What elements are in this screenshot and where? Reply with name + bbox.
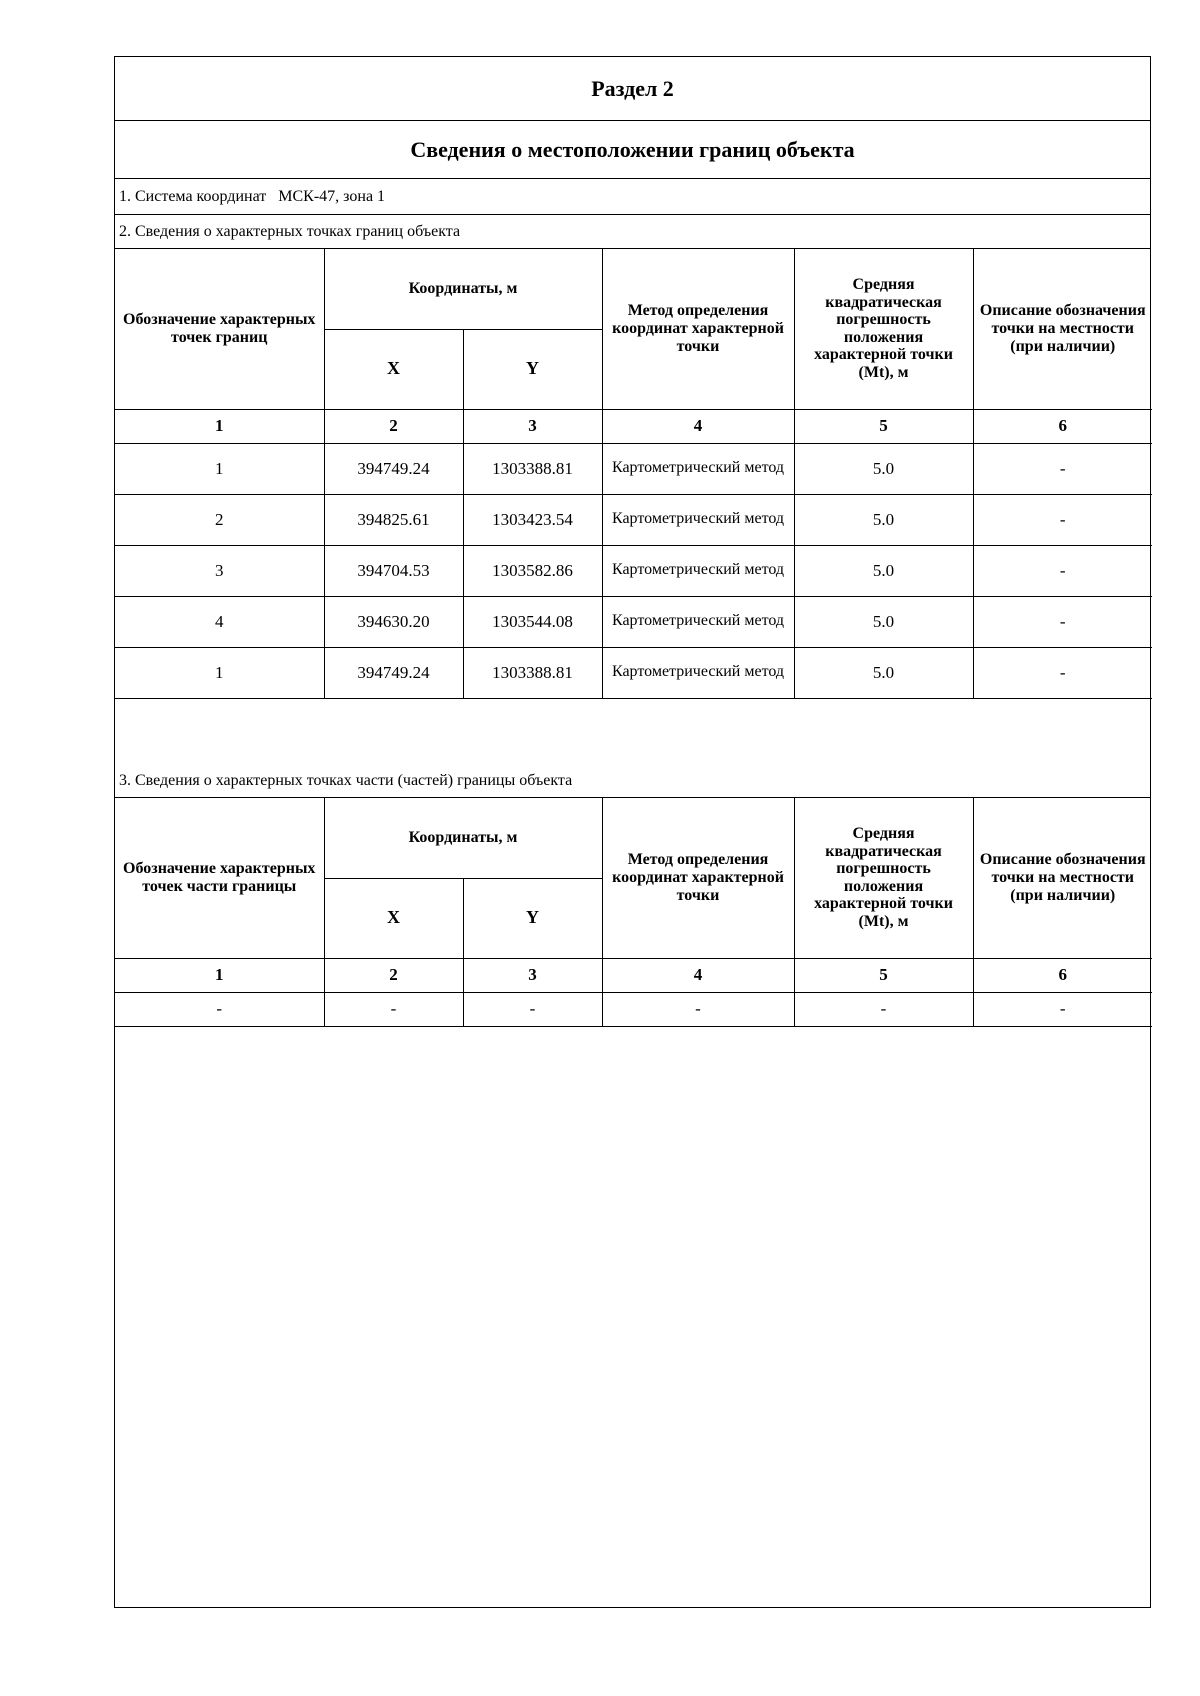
header-point-designation: Обозначение характерных точек границ [115, 249, 324, 409]
parts-section-label [115, 764, 1150, 798]
column-number: 4 [602, 409, 794, 443]
points-section-label [115, 215, 1150, 249]
point-description: - [973, 596, 1152, 647]
header-x: X [324, 329, 463, 409]
header-x: X [324, 878, 463, 958]
point-method-text: Картометрический метод [611, 459, 785, 477]
section-title [115, 57, 1150, 121]
point-y: 1303582.86 [463, 545, 602, 596]
header-error: Средняя квадратическая погрешность положения характерной точки (Mt), м [794, 798, 973, 958]
section-title-text: Раздел 2 [591, 75, 674, 101]
point-method [602, 647, 794, 698]
column-numbers-row [115, 958, 1152, 992]
point-mt: 5.0 [794, 647, 973, 698]
point-description: - [973, 494, 1152, 545]
point-id: 2 [115, 494, 324, 545]
point-method-text: Картометрический метод [611, 510, 785, 528]
point-y: 1303388.81 [463, 443, 602, 494]
part-point-method: - [602, 992, 794, 1026]
point-method-text: Картометрический метод [611, 561, 785, 579]
point-method [602, 443, 794, 494]
column-number: 1 [115, 409, 324, 443]
column-number: 4 [602, 958, 794, 992]
column-number: 2 [324, 958, 463, 992]
header-y: Y [463, 329, 602, 409]
table-row [115, 992, 1152, 1026]
header-method: Метод определения координат характерной точки [602, 249, 794, 409]
coordinate-system-row [115, 179, 1150, 215]
point-method [602, 494, 794, 545]
column-number: 1 [115, 958, 324, 992]
header-description: Описание обозначения точки на местности (при наличии) [973, 249, 1152, 409]
point-method [602, 545, 794, 596]
point-x: 394825.61 [324, 494, 463, 545]
part-points-table [115, 798, 1152, 1027]
table-row [115, 443, 1152, 494]
point-mt: 5.0 [794, 545, 973, 596]
point-id: 1 [115, 647, 324, 698]
point-description: - [973, 647, 1152, 698]
point-id: 3 [115, 545, 324, 596]
column-number: 2 [324, 409, 463, 443]
table-row [115, 596, 1152, 647]
column-numbers-row [115, 409, 1152, 443]
point-y: 1303388.81 [463, 647, 602, 698]
column-number: 5 [794, 958, 973, 992]
table-header-row [115, 249, 1152, 329]
point-x: 394749.24 [324, 647, 463, 698]
part-point-mt: - [794, 992, 973, 1026]
table-row [115, 647, 1152, 698]
column-number: 5 [794, 409, 973, 443]
column-number: 6 [973, 409, 1152, 443]
part-point-id: - [115, 992, 324, 1026]
column-number: 6 [973, 958, 1152, 992]
column-number: 3 [463, 409, 602, 443]
point-y: 1303423.54 [463, 494, 602, 545]
header-description: Описание обозначения точки на местности (при наличии) [973, 798, 1152, 958]
point-method-text: Картометрический метод [611, 663, 785, 681]
coordinate-system-label: 1. Система координат [119, 187, 267, 205]
point-method [602, 596, 794, 647]
boundary-points-table [115, 249, 1152, 699]
header-y: Y [463, 878, 602, 958]
header-coordinates: Координаты, м [324, 798, 602, 878]
coordinate-system-value: МСК-47, зона 1 [278, 187, 386, 205]
point-id: 1 [115, 443, 324, 494]
table-row [115, 545, 1152, 596]
point-y: 1303544.08 [463, 596, 602, 647]
point-id: 4 [115, 596, 324, 647]
table-row [115, 494, 1152, 545]
document-title-text: Сведения о местоположении границ объекта [410, 136, 855, 162]
header-error: Средняя квадратическая погрешность положения характерной точки (Mt), м [794, 249, 973, 409]
document-title [115, 121, 1150, 179]
point-method-text: Картометрический метод [611, 612, 785, 630]
point-description: - [973, 443, 1152, 494]
point-mt: 5.0 [794, 443, 973, 494]
header-method: Метод определения координат характерной точки [602, 798, 794, 958]
table-header-row [115, 798, 1152, 878]
document-frame [114, 56, 1151, 1608]
header-point-designation: Обозначение характерных точек части границы [115, 798, 324, 958]
point-description: - [973, 545, 1152, 596]
point-x: 394749.24 [324, 443, 463, 494]
parts-section-label-text: 3. Сведения о характерных точках части (частей) границы объекта [119, 771, 573, 789]
point-mt: 5.0 [794, 596, 973, 647]
points-section-label-text: 2. Сведения о характерных точках границ объекта [119, 222, 461, 240]
point-mt: 5.0 [794, 494, 973, 545]
point-x: 394630.20 [324, 596, 463, 647]
column-number: 3 [463, 958, 602, 992]
part-point-x: - [324, 992, 463, 1026]
part-point-description: - [973, 992, 1152, 1026]
header-coordinates: Координаты, м [324, 249, 602, 329]
part-point-y: - [463, 992, 602, 1026]
point-x: 394704.53 [324, 545, 463, 596]
